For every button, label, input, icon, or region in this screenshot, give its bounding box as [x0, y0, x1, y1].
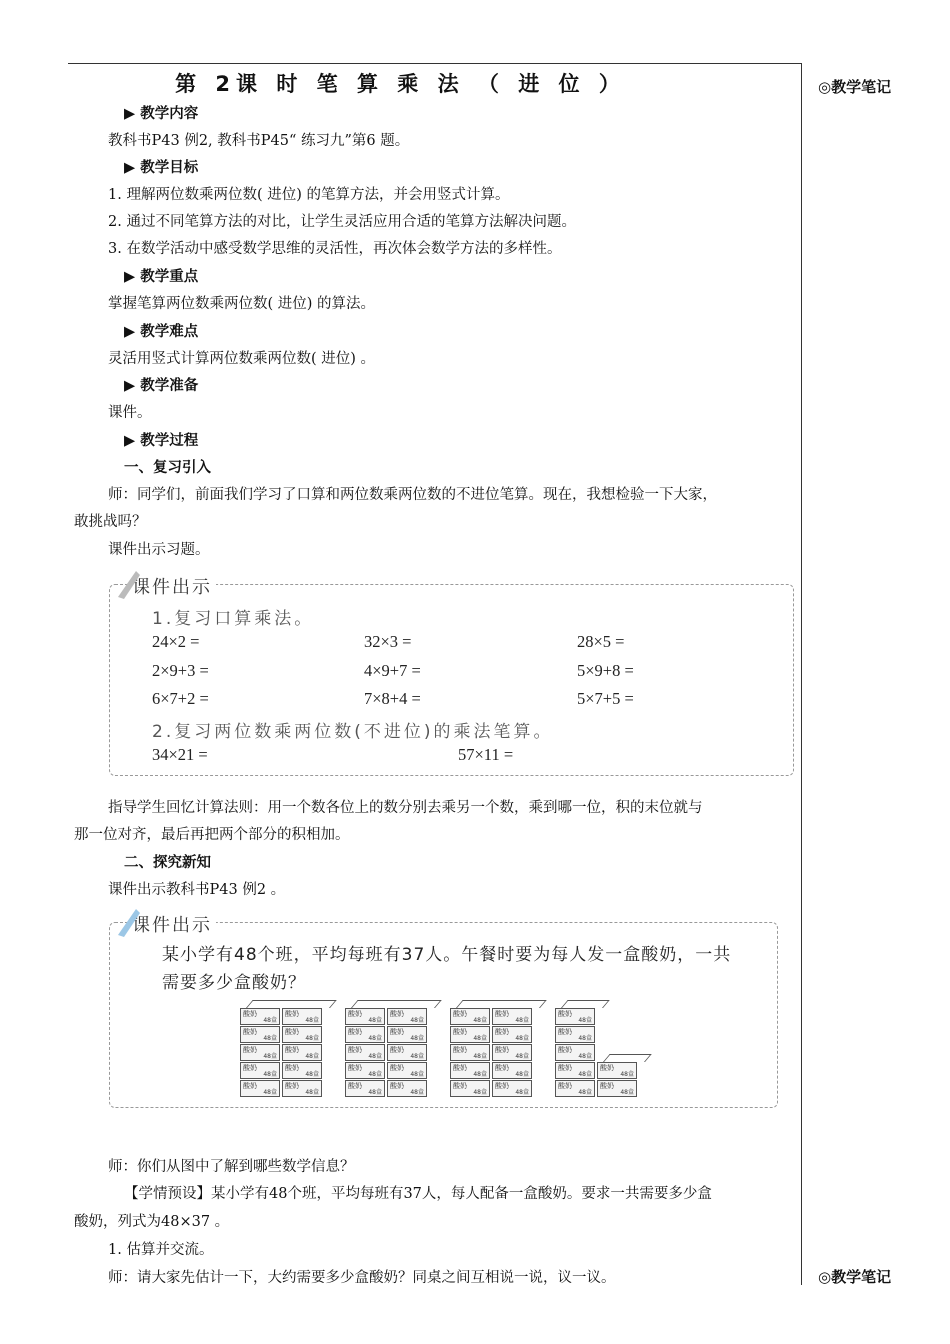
carton-count: 48盒: [263, 1071, 277, 1078]
carton-count: 48盒: [305, 1071, 319, 1078]
carton-brand: 酸奶: [348, 1064, 362, 1072]
carton-brand: 酸奶: [243, 1046, 257, 1054]
guide-line1: 指导学生回忆计算法则：用一个数各位上的数分别去乘另一个数，乘到哪一位，积的末位就与: [108, 800, 703, 816]
carton-brand: 酸奶: [285, 1064, 299, 1072]
part1-paragraph-2: 课件出示习题。: [108, 542, 210, 558]
yogurt-carton: [345, 1080, 385, 1097]
preset-line2: 酸奶，列式为48×37 。: [74, 1214, 230, 1230]
yogurt-carton: [387, 1008, 427, 1025]
yogurt-carton: [345, 1044, 385, 1061]
part1-heading: 一、复习引入: [124, 460, 211, 476]
yogurt-carton: [555, 1026, 595, 1043]
carton-count: 48盒: [515, 1089, 529, 1096]
part1-paragraph-line1: 师：同学们，前面我们学习了口算和两位数乘两位数的不进位笔算。现在，我想检验一下大家，: [108, 487, 717, 503]
lesson-title: 第 2课 时 笔 算 乘 法 （ 进 位 ）: [175, 72, 626, 96]
yogurt-carton: [345, 1008, 385, 1025]
carton-brand: 酸奶: [453, 1010, 467, 1018]
carton-brand: 酸奶: [558, 1028, 572, 1036]
carton-stack-top: [561, 1000, 610, 1008]
carton-brand: 酸奶: [285, 1082, 299, 1090]
yogurt-carton: [492, 1026, 532, 1043]
carton-count: 48盒: [473, 1071, 487, 1078]
yogurt-carton: [492, 1062, 532, 1079]
carton-count: 48盒: [515, 1017, 529, 1024]
carton-count: 48盒: [410, 1035, 424, 1042]
carton-brand: 酸奶: [285, 1028, 299, 1036]
yogurt-carton: [282, 1044, 322, 1061]
carton-brand: 酸奶: [495, 1028, 509, 1036]
carton-count: 48盒: [473, 1017, 487, 1024]
carton-count: 48盒: [368, 1035, 382, 1042]
exercise-item: 32×3 =: [364, 632, 412, 651]
carton-brand: 酸奶: [453, 1046, 467, 1054]
carton-count: 48盒: [515, 1035, 529, 1042]
carton-brand: 酸奶: [243, 1010, 257, 1018]
carton-count: 48盒: [578, 1071, 592, 1078]
exercise-item: 4×9+7 =: [364, 661, 421, 680]
carton-count: 48盒: [263, 1089, 277, 1096]
yogurt-carton: [240, 1044, 280, 1061]
guide-line2: 那一位对齐，最后再把两个部分的积相加。: [74, 827, 350, 843]
yogurt-carton: [450, 1044, 490, 1061]
yogurt-carton: [492, 1008, 532, 1025]
content-heading: ▶ 教学内容: [124, 106, 199, 122]
carton-brand: 酸奶: [390, 1082, 404, 1090]
exercise-item: 6×7+2 =: [152, 689, 209, 708]
goal-3: 3. 在数学活动中感受数学思维的灵活性，再次体会数学方法的多样性。: [108, 241, 562, 257]
courseware-label-text-2: 课件出示: [132, 915, 212, 936]
process-heading: ▶ 教学过程: [124, 433, 199, 449]
preset-line1: 【学情预设】某小学有48个班，平均每班有37人，每人配备一盒酸奶。要求一共需要多少盒: [124, 1186, 712, 1202]
yogurt-carton: [555, 1062, 595, 1079]
yogurt-carton: [450, 1026, 490, 1043]
carton-count: 48盒: [263, 1035, 277, 1042]
yogurt-carton: [345, 1062, 385, 1079]
carton-count: 48盒: [515, 1053, 529, 1060]
pen-stroke-icon: [114, 567, 142, 601]
yogurt-carton: [492, 1044, 532, 1061]
courseware-label-text-1: 课件出示: [132, 577, 212, 598]
exercise-item: 34×21 =: [152, 745, 208, 764]
carton-brand: 酸奶: [558, 1046, 572, 1054]
carton-stack-top: [603, 1054, 652, 1062]
yogurt-carton: [345, 1026, 385, 1043]
difficult-text: 灵活用竖式计算两位数乘两位数( 进位) 。: [108, 351, 376, 367]
key-heading: ▶ 教学重点: [124, 269, 199, 285]
carton-count: 48盒: [578, 1089, 592, 1096]
carton-count: 48盒: [305, 1089, 319, 1096]
carton-stack-top: [351, 1000, 442, 1008]
yogurt-carton: [240, 1026, 280, 1043]
carton-count: 48盒: [620, 1071, 634, 1078]
carton-stack-top: [456, 1000, 547, 1008]
yogurt-carton: [492, 1080, 532, 1097]
carton-brand: 酸奶: [243, 1082, 257, 1090]
yogurt-carton: [282, 1026, 322, 1043]
review-subtitle-2: 2.复习两位数乘两位数(不进位)的乘法笔算。: [152, 722, 554, 742]
top-rule: [68, 63, 802, 64]
yogurt-carton: [450, 1080, 490, 1097]
carton-count: 48盒: [305, 1053, 319, 1060]
exercise-item: 2×9+3 =: [152, 661, 209, 680]
carton-count: 48盒: [368, 1053, 382, 1060]
carton-brand: 酸奶: [558, 1010, 572, 1018]
carton-count: 48盒: [368, 1089, 382, 1096]
yogurt-carton: [282, 1062, 322, 1079]
yogurt-carton: [450, 1062, 490, 1079]
carton-count: 48盒: [578, 1053, 592, 1060]
carton-count: 48盒: [263, 1053, 277, 1060]
yogurt-carton: [555, 1044, 595, 1061]
margin-rule: [801, 63, 802, 1285]
side-note-bottom: ◎教学笔记: [818, 1268, 892, 1286]
carton-brand: 酸奶: [243, 1064, 257, 1072]
carton-brand: 酸奶: [285, 1010, 299, 1018]
prep-text: 课件。: [108, 405, 152, 421]
yogurt-carton: [597, 1062, 637, 1079]
carton-count: 48盒: [473, 1089, 487, 1096]
carton-count: 48盒: [368, 1071, 382, 1078]
carton-brand: 酸奶: [348, 1082, 362, 1090]
yogurt-carton: [387, 1062, 427, 1079]
carton-brand: 酸奶: [600, 1082, 614, 1090]
carton-brand: 酸奶: [390, 1064, 404, 1072]
yogurt-carton: [597, 1080, 637, 1097]
review-subtitle-1: 1.复习口算乘法。: [152, 609, 315, 629]
carton-brand: 酸奶: [600, 1064, 614, 1072]
step1-talk: 师：请大家先估计一下，大约需要多少盒酸奶？同桌之间互相说一说，议一议。: [108, 1270, 616, 1286]
goal-1: 1. 理解两位数乘两位数( 进位) 的笔算方法，并会用竖式计算。: [108, 187, 510, 203]
yogurt-carton: [387, 1026, 427, 1043]
carton-count: 48盒: [263, 1017, 277, 1024]
part2-heading: 二、探究新知: [124, 855, 211, 871]
carton-brand: 酸奶: [348, 1028, 362, 1036]
carton-count: 48盒: [473, 1053, 487, 1060]
carton-count: 48盒: [473, 1035, 487, 1042]
carton-brand: 酸奶: [495, 1046, 509, 1054]
yogurt-carton: [240, 1080, 280, 1097]
carton-brand: 酸奶: [348, 1010, 362, 1018]
part1-paragraph-line2: 敢挑战吗？: [74, 514, 147, 530]
carton-count: 48盒: [410, 1071, 424, 1078]
carton-count: 48盒: [515, 1071, 529, 1078]
carton-brand: 酸奶: [243, 1028, 257, 1036]
yogurt-carton: [450, 1008, 490, 1025]
part2-paragraph: 课件出示教科书P43 例2 。: [108, 882, 286, 898]
problem-line1: 某小学有48个班，平均每班有37人。午餐时要为每人发一盒酸奶，一共: [162, 945, 732, 965]
carton-brand: 酸奶: [348, 1046, 362, 1054]
yogurt-carton: [387, 1080, 427, 1097]
carton-count: 48盒: [305, 1035, 319, 1042]
carton-count: 48盒: [578, 1035, 592, 1042]
carton-stack-top: [246, 1000, 337, 1008]
key-text: 掌握笔算两位数乘两位数( 进位) 的算法。: [108, 296, 376, 312]
content-text: 教科书P43 例2, 教科书P45“ 练习九”第6 题。: [108, 133, 410, 149]
carton-count: 48盒: [410, 1017, 424, 1024]
carton-count: 48盒: [620, 1089, 634, 1096]
exercise-item: 28×5 =: [577, 632, 625, 651]
side-note-top: ◎教学笔记: [818, 78, 892, 96]
yogurt-carton: [387, 1044, 427, 1061]
carton-count: 48盒: [410, 1089, 424, 1096]
goals-heading: ▶ 教学目标: [124, 160, 199, 176]
problem-line2: 需要多少盒酸奶？: [162, 973, 306, 993]
carton-brand: 酸奶: [453, 1082, 467, 1090]
yogurt-carton: [282, 1008, 322, 1025]
question-line: 师：你们从图中了解到哪些数学信息？: [108, 1159, 355, 1175]
yogurt-carton: [555, 1008, 595, 1025]
exercise-item: 24×2 =: [152, 632, 200, 651]
exercise-item: 57×11 =: [458, 745, 514, 764]
carton-count: 48盒: [305, 1017, 319, 1024]
yogurt-carton: [282, 1080, 322, 1097]
carton-brand: 酸奶: [453, 1064, 467, 1072]
carton-count: 48盒: [368, 1017, 382, 1024]
carton-brand: 酸奶: [558, 1064, 572, 1072]
carton-brand: 酸奶: [390, 1046, 404, 1054]
carton-brand: 酸奶: [558, 1082, 572, 1090]
pen-stroke-icon: [114, 905, 142, 939]
carton-count: 48盒: [410, 1053, 424, 1060]
carton-count: 48盒: [578, 1017, 592, 1024]
courseware-label-1: [128, 573, 216, 599]
difficult-heading: ▶ 教学难点: [124, 324, 199, 340]
exercise-item: 7×8+4 =: [364, 689, 421, 708]
yogurt-carton: [555, 1080, 595, 1097]
carton-brand: 酸奶: [390, 1028, 404, 1036]
goal-2: 2. 通过不同笔算方法的对比，让学生灵活应用合适的笔算方法解决问题。: [108, 214, 576, 230]
carton-brand: 酸奶: [495, 1064, 509, 1072]
carton-brand: 酸奶: [453, 1028, 467, 1036]
courseware-label-2: [128, 911, 216, 937]
carton-brand: 酸奶: [495, 1010, 509, 1018]
yogurt-carton: [240, 1008, 280, 1025]
step1-heading: 1. 估算并交流。: [108, 1242, 214, 1258]
exercise-item: 5×9+8 =: [577, 661, 634, 680]
exercise-item: 5×7+5 =: [577, 689, 634, 708]
carton-brand: 酸奶: [495, 1082, 509, 1090]
carton-brand: 酸奶: [390, 1010, 404, 1018]
prep-heading: ▶ 教学准备: [124, 378, 199, 394]
carton-brand: 酸奶: [285, 1046, 299, 1054]
yogurt-carton: [240, 1062, 280, 1079]
